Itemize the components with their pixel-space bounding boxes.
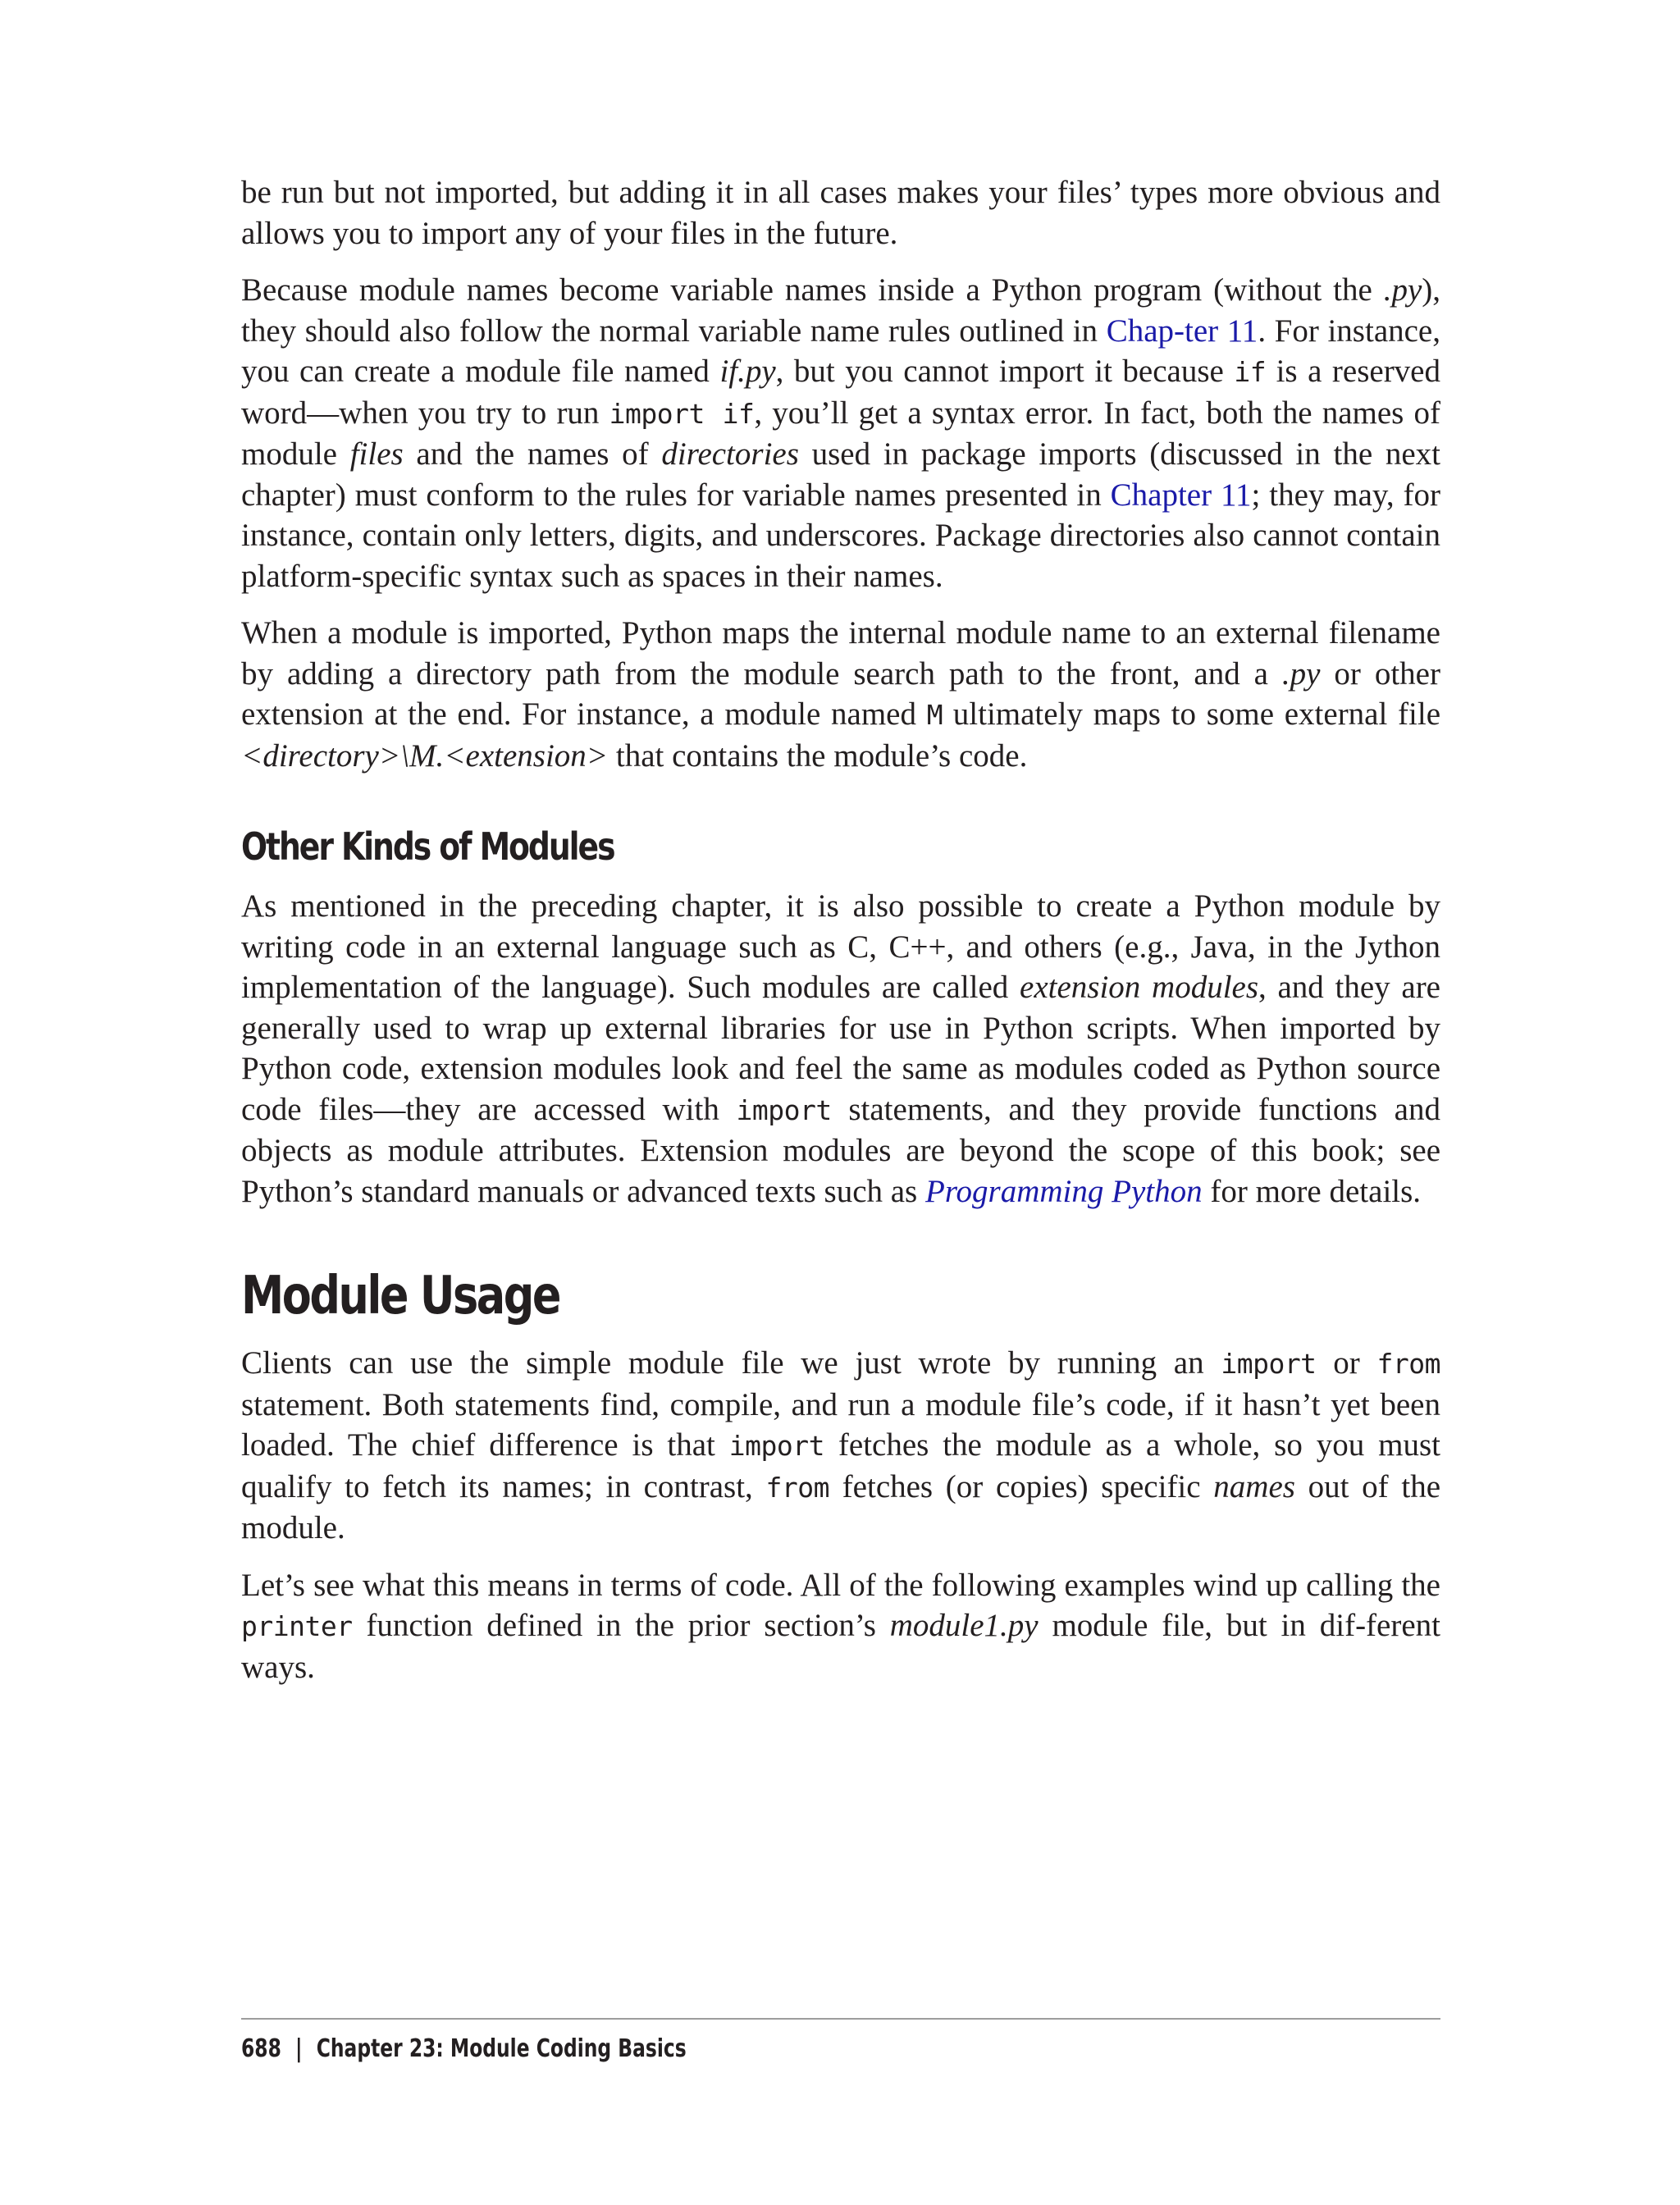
emphasis-run: names	[1213, 1468, 1295, 1504]
text-run: , you’ll get a syntax error. In fact, both the names of module	[241, 395, 1441, 472]
text-run: that contains the module’s code.	[608, 737, 1028, 774]
text-run: be run but not imported, but adding it in all cases makes your files’ types more obvious and allows you to import any of your files in the future.	[241, 175, 1440, 251]
footer-text	[241, 2034, 1176, 2063]
emphasis-run: directories	[661, 436, 799, 472]
text-run: . For instance, you can create a module file named	[241, 313, 1440, 389]
section-heading-module-usage: Module Usage	[241, 1266, 559, 1326]
text-run: ), they should also follow the normal variable name rules outlined in	[241, 272, 1440, 349]
emphasis-run: files	[349, 436, 404, 472]
code-run: if	[1234, 356, 1267, 388]
text-run: Let’s see what this means in terms of code. All of the following examples wind up calling the	[241, 1567, 1440, 1603]
footer-chapter-title: Chapter 23: Module Coding Basics	[316, 2034, 687, 2063]
text-run: Because module names become variable names inside a Python program (without the	[241, 272, 1384, 308]
text-run: fetches the module as a whole, so you must qualify to fetch its names; in contrast,	[241, 1427, 1440, 1504]
text-run: As mentioned in the preceding chapter, it is also possible to create a Python module by writing code in an external language such as C, C++, and others (e.g., Java, in the Jython implementation of the language). Such modules are called	[241, 888, 1440, 1005]
code-run: from	[1376, 1348, 1440, 1380]
text-run: is a reserved word—when you try to run	[241, 354, 1440, 431]
emphasis-run: .py	[1383, 272, 1422, 308]
code-run: M	[926, 699, 943, 731]
text-run: out of the module.	[241, 1468, 1441, 1545]
emphasis-run: module1.py	[889, 1608, 1039, 1643]
text-run: Clients can use the simple module file we just wrote by running an	[241, 1345, 1221, 1381]
code-run: printer	[241, 1610, 353, 1642]
code-run: import	[728, 1430, 824, 1462]
text-run: or	[1316, 1345, 1377, 1381]
paragraph-module-mapping	[241, 613, 1440, 776]
footer-separator: |	[295, 2034, 303, 2063]
text-run: for more details.	[1202, 1173, 1422, 1209]
text-run: , and they are generally used to wrap up external libraries for use in Python scripts. When imported by Python code, extension modules look and feel the same as modules coded as Python source code files—they are accessed with	[241, 970, 1440, 1127]
text-run: statements, and they provide functions and objects as module attributes. Extension modules are beyond the scope of this book; see Python’s standard manuals or advanced texts such as	[241, 1091, 1440, 1209]
paragraph-module-names	[241, 270, 1440, 596]
code-run: from	[765, 1471, 829, 1504]
page-number: 688	[241, 2034, 281, 2063]
text-run: ; they may, for instance, contain only letters, digits, and underscores. Package directories also cannot contain platform-specific syntax such as spaces in their names.	[241, 477, 1440, 594]
emphasis-run: extension modules	[1020, 970, 1259, 1005]
text-run: fetches (or copies) specific	[829, 1468, 1214, 1504]
text-run: and the names of	[403, 436, 662, 472]
paragraph-extension-modules	[241, 886, 1440, 1212]
paragraph-clients	[241, 1343, 1440, 1549]
text-run: used in package imports (discussed in the next chapter) must conform to the rules for variable names presented in	[241, 436, 1440, 513]
section-heading-other-kinds: Other Kinds of Modules	[241, 824, 614, 869]
code-run: import	[736, 1093, 832, 1126]
text-run: statement. Both statements find, compile, and run a module file’s code, if it hasn’t yet been loaded. The chief difference is that	[241, 1386, 1440, 1463]
code-run: import	[1221, 1348, 1317, 1380]
chapter-11-link[interactable]: Chap-ter 11	[1106, 313, 1258, 349]
text-run: ultimately maps to some external file	[943, 696, 1441, 732]
text-run: , but you cannot import it because	[775, 354, 1235, 389]
code-run: import if	[609, 397, 755, 430]
emphasis-run: <directory>\M.<extension>	[241, 737, 609, 774]
page-footer	[241, 2018, 1440, 2063]
text-run: function defined in the prior section’s	[352, 1608, 890, 1643]
text-run: When a module is imported, Python maps the internal module name to an external filename by adding a directory path from the module search path to the front, and a	[241, 615, 1440, 692]
text-run: or other extension at the end. For instance, a module named	[241, 655, 1440, 732]
emphasis-run: .py	[1281, 655, 1321, 692]
paragraph-continuation	[241, 172, 1440, 253]
programming-python-link[interactable]	[925, 1174, 1203, 1209]
emphasis-run: if.py	[719, 354, 776, 389]
text-run: module file, but in dif-ferent ways.	[241, 1608, 1440, 1685]
chapter-11-link-2[interactable]: Chapter 11	[1110, 477, 1252, 513]
paragraph-code-examples	[241, 1565, 1440, 1688]
page-body	[241, 172, 1440, 1704]
link-text: Programming Python	[925, 1173, 1203, 1209]
